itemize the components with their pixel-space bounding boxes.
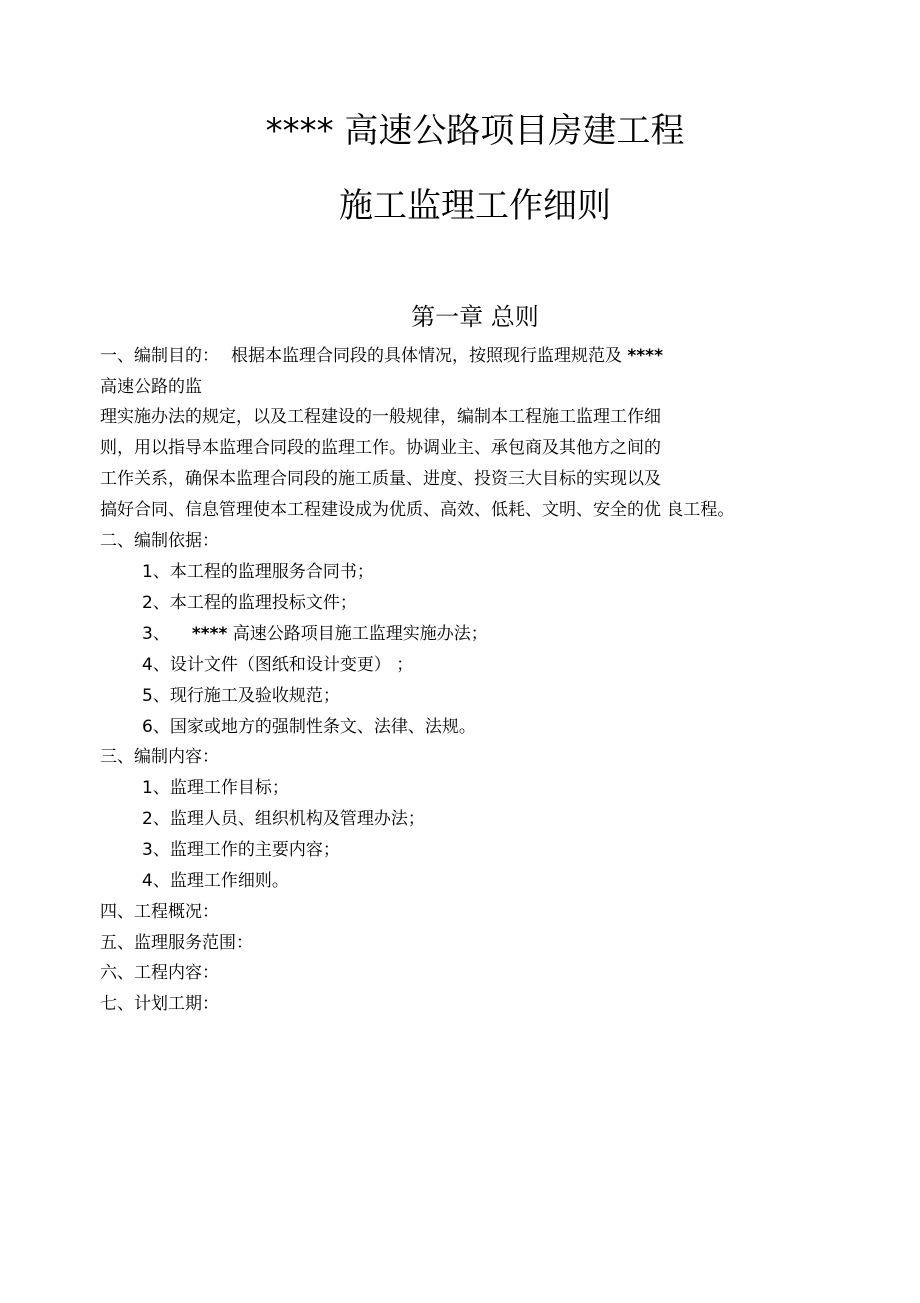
section7-heading: 七、计划工期： (100, 994, 219, 1014)
document-title-line2: 施工监理工作细则 (339, 186, 611, 226)
section3-heading: 三、编制内容： (100, 747, 219, 767)
section2-item3-number: 3、 (142, 624, 170, 644)
section1-line2: 高速公路的监 (100, 377, 202, 397)
section2-item3-text: 高速公路项目施工监理实施办法； (232, 624, 488, 644)
section3-item2: 2、监理人员、组织机构及管理办法； (142, 809, 425, 829)
section2-item4: 4、设计文件（图纸和设计变更） ； (142, 655, 414, 675)
section4-heading: 四、工程概况： (100, 902, 219, 922)
section1-line4: 则，用以指导本监理合同段的监理工作。协调业主、承包商及其他方之间的 (100, 438, 661, 458)
section3-item4: 4、监理工作细则。 (142, 871, 289, 891)
section2-item6: 6、国家或地方的强制性条文、法律、法规。 (142, 717, 476, 737)
section1-text: 根据本监理合同段的具体情况，按照现行监理规范及 (231, 346, 622, 366)
section1-line1 (100, 345, 663, 367)
section2-item2: 2、本工程的监理投标文件； (142, 593, 357, 613)
section3-item1: 1、监理工作目标； (142, 778, 289, 798)
section3-item3: 3、监理工作的主要内容； (142, 840, 340, 860)
section2-item1: 1、本工程的监理服务合同书； (142, 562, 374, 582)
section2-heading: 二、编制依据： (100, 531, 219, 551)
section1-stars: **** (627, 346, 663, 366)
section5-heading: 五、监理服务范围： (100, 933, 253, 953)
document-title-line1: **** 高速公路项目房建工程 (265, 111, 685, 151)
section2-item3 (142, 623, 488, 645)
section1-line3: 理实施办法的规定，以及工程建设的一般规律，编制本工程施工监理工作细 (100, 407, 661, 427)
section2-item3-stars: **** (191, 624, 228, 644)
chapter-heading: 第一章 总则 (411, 303, 539, 331)
section1-heading: 一、编制目的： (100, 346, 219, 366)
section6-heading: 六、工程内容： (100, 963, 219, 983)
section2-item5: 5、现行施工及验收规范； (142, 686, 340, 706)
section1-line5: 工作关系，确保本监理合同段的施工质量、进度、投资三大目标的实现以及 (100, 469, 661, 489)
section1-line6: 搞好合同、信息管理使本工程建设成为优质、高效、低耗、文明、安全的优 良工程。 (100, 500, 735, 520)
